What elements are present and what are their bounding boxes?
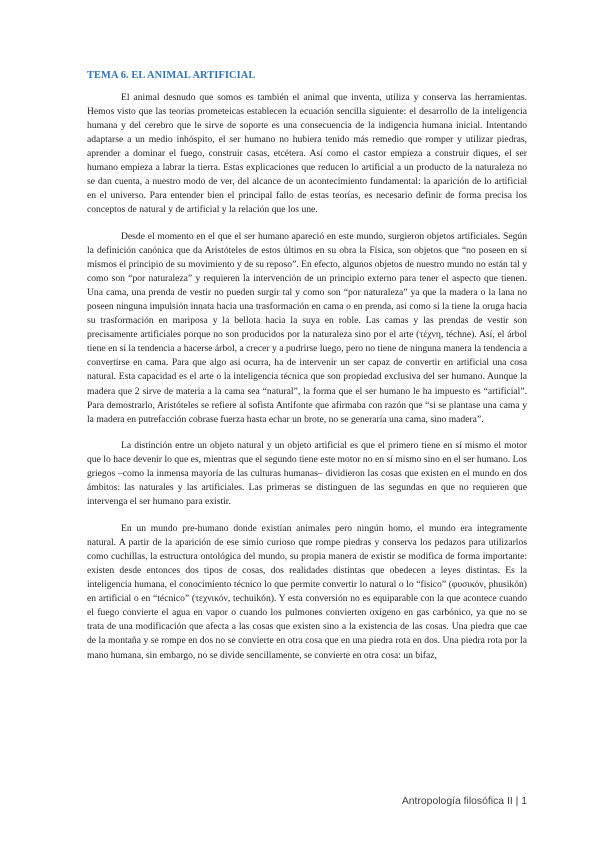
paragraph-4: En un mundo pre-humano donde existían animales pero ningún homo, el mundo era íntegramente natural. A partir de la aparición de ese simio curioso que rompe piedras y conserva los pedazos para utilizarlos como cuchillas, la estructura ontológica del mundo, su propia manera de existir se modifica de forma importante: existen desde entonces dos tipos de cosas, dos realidades distintas que obedecen a leyes distintas. Es la inteligencia humana, el conocimiento técnico lo que permite convertir lo natural o lo “físico” (φυσικόν, phusikón) en artificial o en “técnico” (τεχνικόν, techuikón). Y esta conversión no es equiparable con la que acontece cuando el fuego convierte el agua en vapor o cuando los pulmones convierten oxígeno en gas carbónico, ya que no se trata de una modificación que afecta a las cosas que existen sino a la existencia de las cosas. Una piedra que cae de la montaña y se rompe en dos no se convierte en otra cosa que en una piedra rota en dos. Una piedra rota por la mano humana, sin embargo, no se divide sencillamente, se convierte en otra cosa: un bifaz, bbox=[87, 523, 527, 661]
paragraph-1: El animal desnudo que somos es también el animal que inventa, utiliza y conserva las herramientas. Hemos visto que las teorías prometeicas establecen la ecuación sencilla siguiente: el desarrollo de la inteligencia humana y del cerebro que le sirve de soporte es una consecuencia de la indigencia humana inicial. Intentando adaptarse a un medio inhóspito, el ser humano no hubiera tenido más remedio que romper y utilizar piedras, aprender a dominar el fuego, construir casas, etcétera. Así como el castor empieza a construir diques, el ser humano empieza a labrar la tierra. Estas explicaciones que reducen lo artificial a un producto de la naturaleza no se dan cuenta, a nuestro modo de ver, del alcance de un acontecimiento fundamental: la aparición de lo artificial en el universo. Para entender bien el principal fallo de estas teorías, es necesario definir de forma precisa los conceptos de natural y de artificial y la relación que los une. bbox=[87, 92, 527, 216]
document-body bbox=[87, 70, 527, 675]
page-footer: Antropología filosófica II | 1 bbox=[401, 796, 527, 807]
paragraph-2: Desde el momento en el que el ser humano apareció en este mundo, surgieron objetos artificiales. Según la definición canónica que da Aristóteles de estos últimos en su obra la Física, son objetos que “no poseen en sí mismos el principio de su movimiento y de su reposo”. En efecto, algunos objetos de nuestro mundo no están tal y como son “por naturaleza” y requieren la intervención de un principio externo para tener el aspecto que tienen. Una cama, una prenda de vestir no pueden surgir tal y como son “por naturaleza” ya que la madera o la lana no poseen ninguna impulsión innata hacia una trasformación en cama o en prenda, así como sí la tiene la oruga hacia su trasformación en mariposa y la bellota hacia la suya en roble. Las camas y las prendas de vestir son precisamente artificiales porque no son producidos por la naturaleza sino por el arte (τέχνη, téchne). Así, el árbol tiene en sí la tendencia a hacerse árbol, a crecer y a pudrirse luego, pero no tiene de ninguna manera la tendencia a convertirse en cama. Para que algo así ocurra, ha de intervenir un ser capaz de convertir en artificial una cosa natural. Esta capacidad es el arte o la inteligencia técnica que son propiedad exclusiva del ser humano. Aunque la madera que 2 sirve de materia a la cama sea “natural”, la forma que el ser humano le ha impuesto es “artificial”. Para demostrarlo, Aristóteles se refiere al sofista Antifonte que afirmaba con razón que “si se plantase una cama y la madera en putrefacción cobrase fuerza hasta echar un brote, no se generaría una cama, sino madera”. bbox=[87, 231, 527, 425]
paragraph-3: La distinción entre un objeto natural y un objeto artificial es que el primero tiene en sí mismo el motor que lo hace devenir lo que es, mientras que el segundo tiene este motor no en sí mismo sino en el ser humano. Los griegos –como la inmensa mayoría de las culturas humanas– dividieron las cosas que existen en el mundo en dos ámbitos: las naturales y las artificiales. Las primeras se distinguen de las segundas en que no requieren que intervenga el ser humano para existir. bbox=[87, 440, 527, 508]
chapter-title: TEMA 6. EL ANIMAL ARTIFICIAL bbox=[87, 70, 256, 81]
